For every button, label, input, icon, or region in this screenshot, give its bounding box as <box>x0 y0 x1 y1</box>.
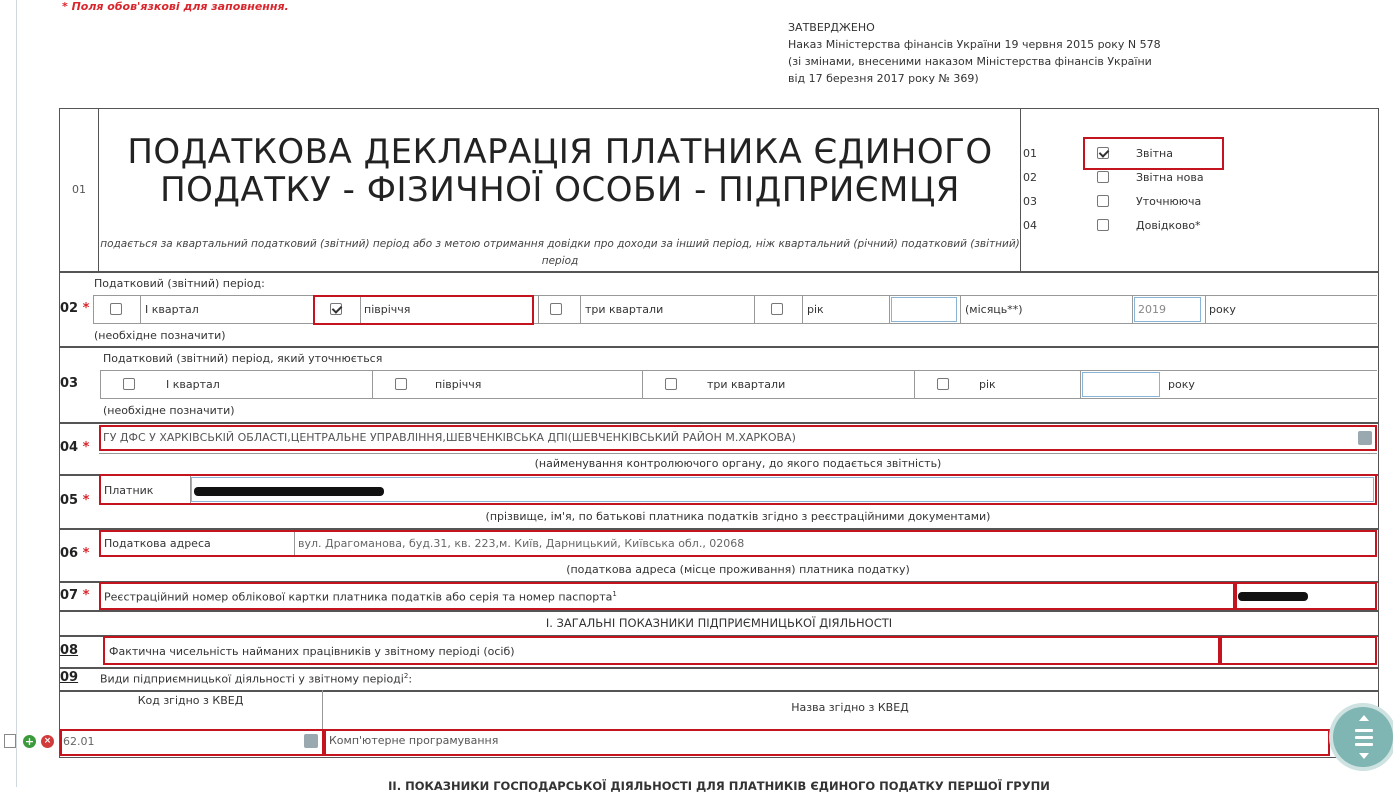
row-04-line <box>99 453 1377 454</box>
approval-line-1: ЗАТВЕРДЖЕНО <box>788 21 875 34</box>
tax-address-label: Податкова адреса <box>104 537 211 550</box>
row-03-sep <box>642 370 643 399</box>
type-utochnyuyucha-label: Уточнююча <box>1136 195 1202 208</box>
clarified-q1-checkbox[interactable] <box>123 378 135 390</box>
reg-number-label: Реєстраційний номер облікової картки платника податків або серія та номер паспорта$^1$ <box>104 590 617 604</box>
row-02-sep <box>538 295 539 324</box>
header-row-number: 01 <box>72 183 86 196</box>
period-three-quarters-checkbox[interactable] <box>550 303 562 315</box>
title-line-2: ПОДАТКУ - ФІЗИЧНОЇ ОСОБИ - ПІДПРИЄМЦЯ <box>160 170 960 210</box>
row-03-sep <box>372 370 373 399</box>
row-03-sep <box>100 370 101 399</box>
period-year-suffix: року <box>1209 303 1236 316</box>
tax-address-label-sep <box>294 532 295 555</box>
scroll-up-icon <box>1359 715 1369 721</box>
type-zvitna-nova-checkbox[interactable] <box>1097 171 1109 183</box>
row-02-sep <box>93 295 94 324</box>
period-q1-label: І квартал <box>145 303 199 316</box>
row-03-note: (необхідне позначити) <box>103 404 235 417</box>
kved-code-highlight <box>60 729 324 756</box>
row-07-number: 07 * <box>60 588 90 603</box>
clarified-three-quarters-label: три квартали <box>707 378 786 391</box>
header-divider-right <box>1020 108 1021 272</box>
row-02-sep <box>889 295 890 324</box>
menu-bar-icon <box>1355 743 1373 746</box>
row-02-caption: Податковий (звітний) період: <box>94 277 265 290</box>
scroll-down-icon <box>1359 753 1369 759</box>
row-08-number: 08 <box>60 643 79 658</box>
type-dovidkovo-label: Довідково* <box>1136 219 1201 232</box>
kved-name-field[interactable]: Комп'ютерне програмування <box>329 734 499 747</box>
type-dovidkovo-checkbox[interactable] <box>1097 219 1109 231</box>
row-02-bottom-line <box>93 323 1377 324</box>
row-09-number: 09 <box>60 670 79 685</box>
row-02-sep <box>960 295 961 324</box>
period-month-input[interactable] <box>891 297 957 322</box>
type-code-02: 02 <box>1023 171 1037 184</box>
kved-code-header: Код згідно з КВЕД <box>137 694 244 707</box>
period-q1-checkbox[interactable] <box>110 303 122 315</box>
type-code-03: 03 <box>1023 195 1037 208</box>
type-zvitna-highlight <box>1083 137 1224 170</box>
section-2-title: ІІ. ПОКАЗНИКИ ГОСПОДАРСЬКОЇ ДІЯЛЬНОСТІ ДЛЯ ПЛАТНИКІВ ЄДИНОГО ПОДАТКУ ПЕРШОЇ ГРУПИ <box>388 779 1050 793</box>
clarified-year-input[interactable] <box>1082 372 1160 397</box>
type-code-04: 04 <box>1023 219 1037 232</box>
clarified-three-quarters-checkbox[interactable] <box>665 378 677 390</box>
type-zvitna-nova-label: Звітна нова <box>1136 171 1204 184</box>
row-03-bottom-line <box>100 398 1377 399</box>
menu-bar-icon <box>1355 729 1373 732</box>
row-03-caption: Податковий (звітний) період, який уточнюється <box>103 352 383 365</box>
row-02-top-line <box>93 295 1377 296</box>
period-month-label: (місяць**) <box>965 303 1023 316</box>
required-fields-note: * Поля обов'язкові для заповнення. <box>62 0 289 13</box>
header-divider-left <box>98 108 99 272</box>
declaration-subtitle: подається за квартальний податковий (звітний) період або з метою отримання довідки про доходи за інший період, ніж квартальний (річний) податковий (звітний) період <box>100 238 1020 267</box>
kved-name-header: Назва згідно з КВЕД <box>791 701 909 714</box>
tax-office-field[interactable]: ГУ ДФС У ХАРКІВСЬКІЙ ОБЛАСТІ,ЦЕНТРАЛЬНЕ УПРАВЛІННЯ,ШЕВЧЕНКІВСЬКА ДПІ(ШЕВЧЕНКІВСЬКИЙ РАЙОН М.ХАРКОВА) <box>103 431 796 444</box>
row-02-sep <box>802 295 803 324</box>
page-left-guide <box>16 0 17 787</box>
employees-label: Фактична чисельність найманих працівників у звітному періоді (осіб) <box>109 645 515 658</box>
kved-lookup-icon[interactable] <box>304 734 318 748</box>
row-03-sep <box>914 370 915 399</box>
row-02-sep <box>1205 295 1206 324</box>
approval-line-3: (зі змінами, внесеними наказом Міністерства фінансів України <box>788 55 1152 68</box>
period-half-year-highlight <box>313 295 534 325</box>
row-02-number: 02 * <box>60 301 90 316</box>
period-year-checkbox[interactable] <box>771 303 783 315</box>
remove-row-icon[interactable]: × <box>41 735 54 748</box>
add-row-icon[interactable]: + <box>24 735 35 748</box>
reg-number-redaction[interactable] <box>1238 592 1308 601</box>
row-05-caption: (прізвище, ім'я, по батькові платника податків згідно з реєстраційними документами) <box>485 510 991 523</box>
row-02-sep <box>1132 295 1133 324</box>
row-06-caption: (податкова адреса (місце проживання) платника податку) <box>566 563 910 576</box>
activities-label: Види підприємницької діяльності у звітному періоді$^2$: <box>100 672 413 686</box>
row-02-sep <box>580 295 581 324</box>
row-04-number: 04 * <box>60 440 90 455</box>
clarified-q1-label: І квартал <box>166 378 220 391</box>
period-year-label: рік <box>807 303 824 316</box>
tax-address-field[interactable]: вул. Драгоманова, буд.31, кв. 223,м. Київ, Дарницький, Київська обл., 02068 <box>298 537 745 550</box>
payer-label: Платник <box>104 484 154 497</box>
clarified-year-suffix: року <box>1168 378 1195 391</box>
tax-office-lookup-icon[interactable] <box>1358 431 1372 445</box>
kved-code-field[interactable]: 62.01 <box>63 735 95 748</box>
approval-line-2: Наказ Міністерства фінансів України 19 червня 2015 року N 578 <box>788 38 1161 51</box>
clarified-year-label: рік <box>979 378 996 391</box>
period-half-year-label: півріччя <box>364 303 411 316</box>
row-06-number: 06 * <box>60 546 90 561</box>
type-zvitna-label: Звітна <box>1136 147 1173 160</box>
title-line-1: ПОДАТКОВА ДЕКЛАРАЦІЯ ПЛАТНИКА ЄДИНОГО <box>127 132 993 172</box>
menu-bar-icon <box>1355 736 1373 739</box>
row-03-sep <box>1080 370 1081 399</box>
row-03-number: 03 <box>60 376 79 391</box>
copy-row-icon[interactable] <box>4 734 16 748</box>
type-utochnyuyucha-checkbox[interactable] <box>1097 195 1109 207</box>
clarified-year-checkbox[interactable] <box>937 378 949 390</box>
employees-input[interactable] <box>1220 636 1377 665</box>
row-02-sep <box>754 295 755 324</box>
type-code-01: 01 <box>1023 147 1037 160</box>
period-year-input[interactable]: 2019 <box>1134 297 1201 322</box>
row-03-top-line <box>100 370 1377 371</box>
section-1-title: І. ЗАГАЛЬНІ ПОКАЗНИКИ ПІДПРИЄМНИЦЬКОЇ ДІЯЛЬНОСТІ <box>545 616 893 630</box>
clarified-half-year-label: півріччя <box>435 378 482 391</box>
approval-stamp <box>788 19 1161 87</box>
period-three-quarters-label: три квартали <box>585 303 664 316</box>
row-05-number: 05 * <box>60 493 90 508</box>
approval-line-4: від 17 березня 2017 року № 369) <box>788 72 979 85</box>
payer-name-redaction <box>194 487 384 496</box>
row-02-note: (необхідне позначити) <box>94 329 226 342</box>
row-02-sep <box>140 295 141 324</box>
floating-menu-button[interactable] <box>1333 707 1393 767</box>
declaration-title <box>100 133 1020 209</box>
row-04-caption: (найменування контролюючого органу, до якого подається звітність) <box>534 457 942 470</box>
clarified-half-year-checkbox[interactable] <box>395 378 407 390</box>
